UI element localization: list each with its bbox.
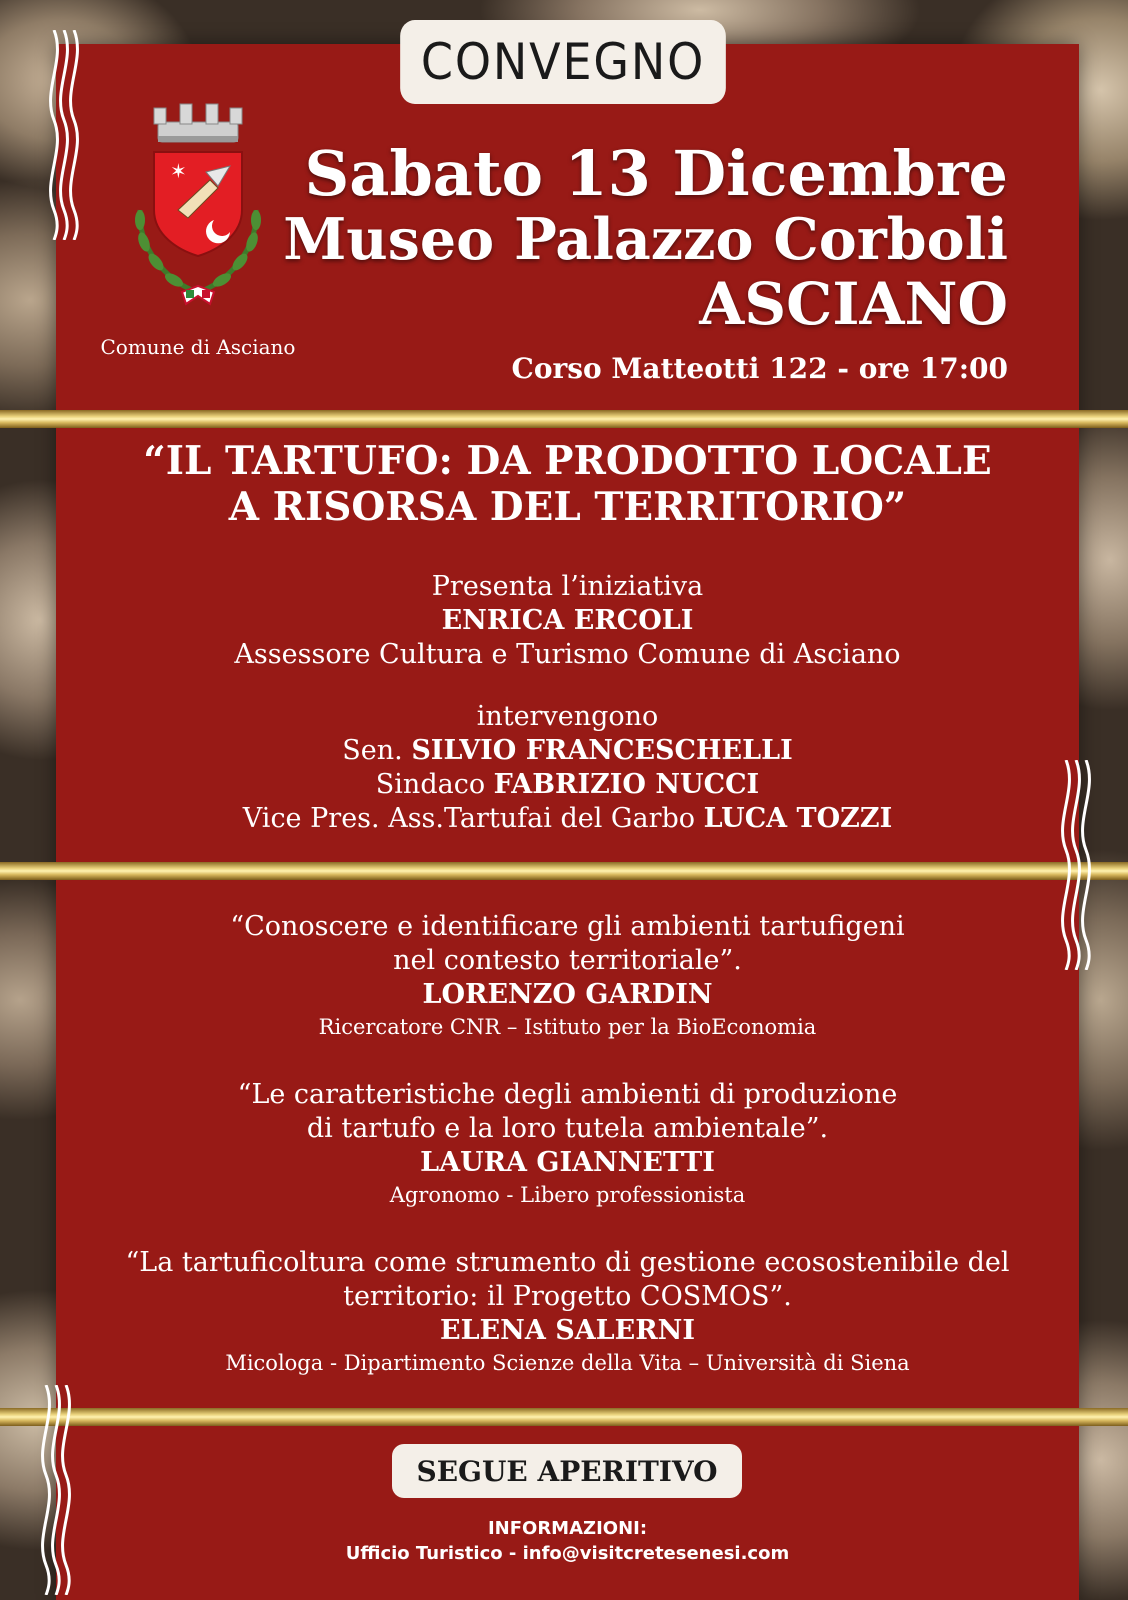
event-date: Sabato 13 Dicembre (304, 137, 1008, 210)
presenter-name: ENRICA ERCOLI (441, 605, 694, 636)
speaker-line (56, 768, 1079, 802)
speaker-line (56, 802, 1079, 836)
speaker-name: SILVIO FRANCESCHELLI (411, 735, 793, 766)
speaker-line (56, 734, 1079, 768)
title-line-2: A RISORSA DEL TERRITORIO” (228, 484, 907, 530)
municipal-crest-icon (118, 100, 278, 320)
talk-speaker: LAURA GIANNETTI (420, 1147, 715, 1178)
event-venue: Museo Palazzo Corboli (283, 206, 1008, 273)
gold-divider-middle (0, 862, 1128, 880)
talk-title-line-1: “Le caratteristiche degli ambienti di produzione (237, 1079, 898, 1110)
talk-affiliation: Agronomo - Libero professionista (389, 1183, 746, 1207)
talk-title-line-2: nel contesto territoriale”. (393, 945, 742, 976)
gold-divider-bottom (0, 1408, 1128, 1426)
talk-title-line-2: territorio: il Progetto COSMOS”. (343, 1281, 792, 1312)
convegno-badge: CONVEGNO (400, 20, 726, 104)
talk-item (56, 910, 1079, 1042)
comune-label: Comune di Asciano (100, 335, 296, 359)
speaker-title: Sen. (342, 735, 412, 766)
talk-item (56, 1078, 1079, 1210)
talk-speaker: ELENA SALERNI (440, 1315, 695, 1346)
speaker-title: Sindaco (375, 769, 494, 800)
speaker-name: FABRIZIO NUCCI (493, 769, 760, 800)
talk-item (56, 1246, 1079, 1378)
svg-text:✶: ✶ (170, 159, 187, 183)
conference-title (56, 438, 1079, 530)
speaker-name: LUCA TOZZI (703, 803, 893, 834)
talk-title-line-1: “Conoscere e identificare gli ambienti tartufigeni (230, 911, 905, 942)
speakers-block (56, 700, 1079, 836)
info-title: INFORMAZIONI: (487, 1518, 648, 1539)
speaker-title: Vice Pres. Ass.Tartufai del Garbo (242, 803, 704, 834)
presenter-block (56, 570, 1079, 672)
info-contact: Ufficio Turistico - info@visitcretesenesi.com (345, 1543, 790, 1564)
talk-speaker: LORENZO GARDIN (422, 979, 713, 1010)
talk-affiliation: Ricercatore CNR – Istituto per la BioEconomia (318, 1015, 817, 1039)
talk-affiliation: Micologa - Dipartimento Scienze della Vita – Università di Siena (225, 1351, 910, 1375)
event-town: ASCIANO (699, 270, 1008, 338)
title-line-1: “IL TARTUFO: DA PRODOTTO LOCALE (143, 438, 992, 484)
talk-title-line-2: di tartufo e la loro tutela ambientale”. (306, 1113, 829, 1144)
speakers-intro: intervengono (476, 701, 659, 732)
talk-title-line-1: “La tartuficoltura come strumento di gestione ecosostenibile del (125, 1247, 1010, 1278)
gold-divider-top (0, 410, 1128, 428)
presenter-role: Assessore Cultura e Turismo Comune di Asciano (234, 639, 901, 670)
event-address: Corso Matteotti 122 - ore 17:00 (511, 352, 1008, 385)
presenter-intro: Presenta l’iniziativa (431, 571, 704, 602)
event-header (283, 137, 1008, 385)
wavy-ornament-icon (44, 30, 84, 240)
aperitivo-badge: SEGUE APERITIVO (392, 1444, 742, 1498)
